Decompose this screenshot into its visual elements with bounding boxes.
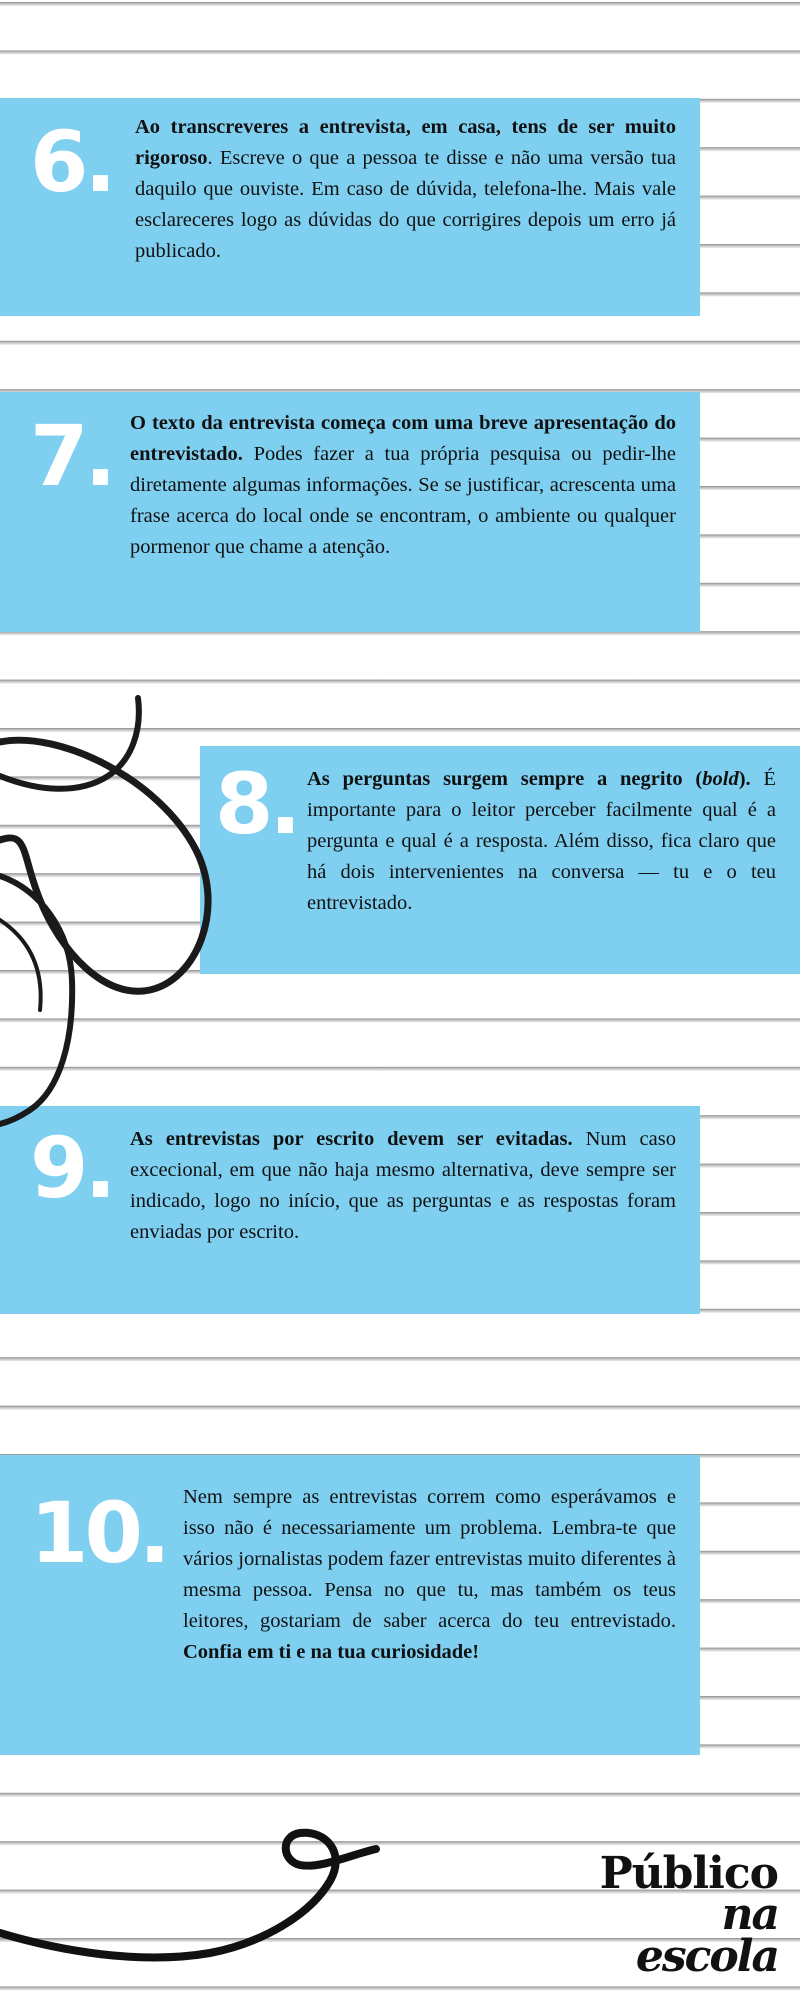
step-6-text (135, 112, 676, 267)
step-10-card (0, 1455, 700, 1755)
step-6-body: . Escreve o que a pessoa te disse e não uma versão tua daquilo que ouviste. Em caso de dúvida, telefona-lhe. Mais vale esclareceres logo as dúvidas do que corrigires depois um erro já publicado. (135, 147, 676, 262)
step-10-text (183, 1482, 676, 1668)
notebook-rule (0, 50, 800, 54)
step-6-bold: Ao transcreveres a entrevista, em casa, tens de ser muito rigoroso (135, 116, 676, 169)
logo-line-2: na escola (635, 1889, 778, 1982)
step-7-number: 7. (30, 407, 113, 505)
step-9-body: Num caso excecional, em que não haja mesmo alternativa, deve sempre ser indicado, logo no início, que as perguntas e as respostas foram enviadas por escrito. (130, 1128, 676, 1243)
step-9-bold: As entrevistas por escrito devem ser evitadas. (130, 1128, 573, 1150)
step-7-bold: O texto da entrevista começa com uma breve apresentação do entrevistado. (130, 412, 676, 465)
step-10-number: 10. (30, 1484, 167, 1582)
step-8-bold-end: ). (738, 768, 751, 790)
scribble-decoration (0, 690, 230, 1150)
notebook-rule (0, 341, 800, 345)
step-7-body: Podes fazer a tua própria pesquisa ou pedir-lhe diretamente algumas informações. Se se justificar, acrescenta uma frase acerca do local onde se encontram, o ambiente ou qualquer pormenor que chame a atenção. (130, 443, 676, 558)
step-8-card (200, 746, 800, 974)
step-10-body: Nem sempre as entrevistas correm como esperávamos e isso não é necessariamente um problema. Lembra-te que vários jornalistas podem fazer entrevistas muito diferentes à mesma pessoa. Pensa no que tu, mas também os teus leitores, gostariam de saber acerca do teu entrevistado. (183, 1486, 676, 1632)
step-8-number: 8. (215, 755, 298, 853)
step-10-bold: Confia em ti e na tua curiosidade! (183, 1641, 480, 1663)
step-6-number: 6. (30, 113, 113, 211)
scribble-bottom (0, 1825, 400, 1975)
notebook-rule (0, 1793, 800, 1797)
notebook-rule (0, 680, 800, 684)
logo-line-1: Público (599, 1848, 778, 1899)
step-8-text (307, 764, 776, 919)
notebook-rule (0, 2, 800, 6)
notebook-rule (0, 1986, 800, 1990)
step-7-card (0, 392, 700, 632)
notebook-rule (0, 1406, 800, 1410)
step-7-text (130, 408, 676, 563)
step-9-number: 9. (30, 1119, 113, 1217)
step-8-bold-start: As perguntas surgem sempre a negrito ( (307, 768, 703, 790)
publico-na-escola-logo (578, 1848, 778, 1982)
step-8-body: É importante para o leitor perceber facilmente qual é a pergunta e qual é a resposta. Além disso, fica claro que há dois intervenientes na conversa — tu e o teu entrevistado. (307, 768, 776, 914)
step-8-bold-italic: bold (702, 768, 739, 790)
step-6-card (0, 98, 700, 316)
step-8-bold (307, 768, 751, 790)
notebook-rule (0, 1357, 800, 1361)
